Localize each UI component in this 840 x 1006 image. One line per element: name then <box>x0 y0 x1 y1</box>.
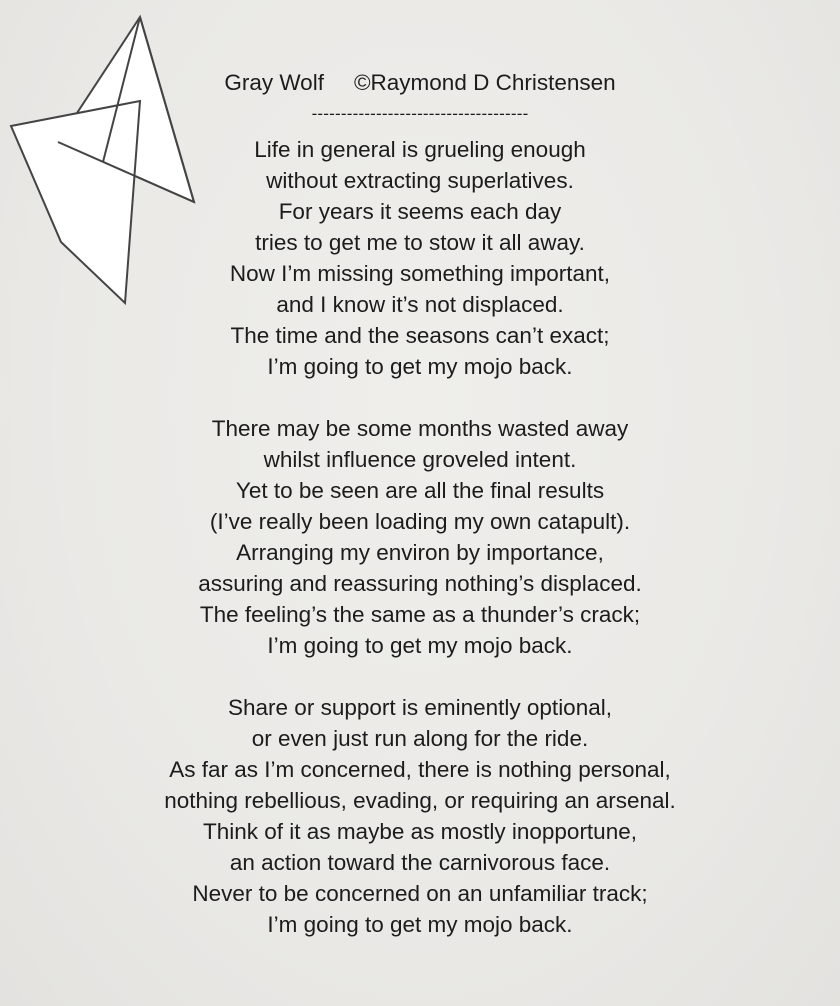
poem-line: (I’ve really been loading my own catapult). <box>209 509 631 534</box>
stanza-3 <box>0 692 840 940</box>
stanza-1 <box>0 134 840 382</box>
poem-line: I’m going to get my mojo back. <box>267 354 573 379</box>
poem-line: an action toward the carnivorous face. <box>229 850 611 875</box>
poem-line: The time and the seasons can’t exact; <box>230 323 610 348</box>
poem-line: As far as I’m concerned, there is nothing personal, <box>169 757 671 782</box>
title-divider: ------------------------------------- <box>311 104 529 123</box>
poem-line: Think of it as maybe as mostly inopportune, <box>203 819 637 844</box>
poem-body <box>0 134 840 940</box>
poem-header <box>0 70 840 96</box>
poem-line: The feeling’s the same as a thunder’s crack; <box>199 602 641 627</box>
poem-line: I’m going to get my mojo back. <box>267 633 573 658</box>
poem-line: Now I’m missing something important, <box>229 261 611 286</box>
poem-line: whilst influence groveled intent. <box>263 447 577 472</box>
stanza-2 <box>0 413 840 661</box>
poem-line: Never to be concerned on an unfamiliar track; <box>192 881 648 906</box>
poem-line: without extracting superlatives. <box>266 168 574 193</box>
poem-line: Yet to be seen are all the final results <box>235 478 605 503</box>
poem-line: and I know it’s not displaced. <box>276 292 564 317</box>
poem-line: Share or support is eminently optional, <box>228 695 612 720</box>
poem-line: or even just run along for the ride. <box>251 726 589 751</box>
poem-line: nothing rebellious, evading, or requiring an arsenal. <box>164 788 676 813</box>
poem-line: tries to get me to stow it all away. <box>255 230 585 255</box>
copyright-notice: ©Raymond D Christensen <box>353 70 616 95</box>
poem-line: assuring and reassuring nothing’s displaced. <box>198 571 642 596</box>
poem-line: I’m going to get my mojo back. <box>267 912 573 937</box>
poem-line: Life in general is grueling enough <box>254 137 586 162</box>
poem-line: Arranging my environ by importance, <box>236 540 604 565</box>
poem-line: There may be some months wasted away <box>211 416 629 441</box>
poem-line: For years it seems each day <box>278 199 562 224</box>
poem-title: Gray Wolf <box>224 70 324 95</box>
